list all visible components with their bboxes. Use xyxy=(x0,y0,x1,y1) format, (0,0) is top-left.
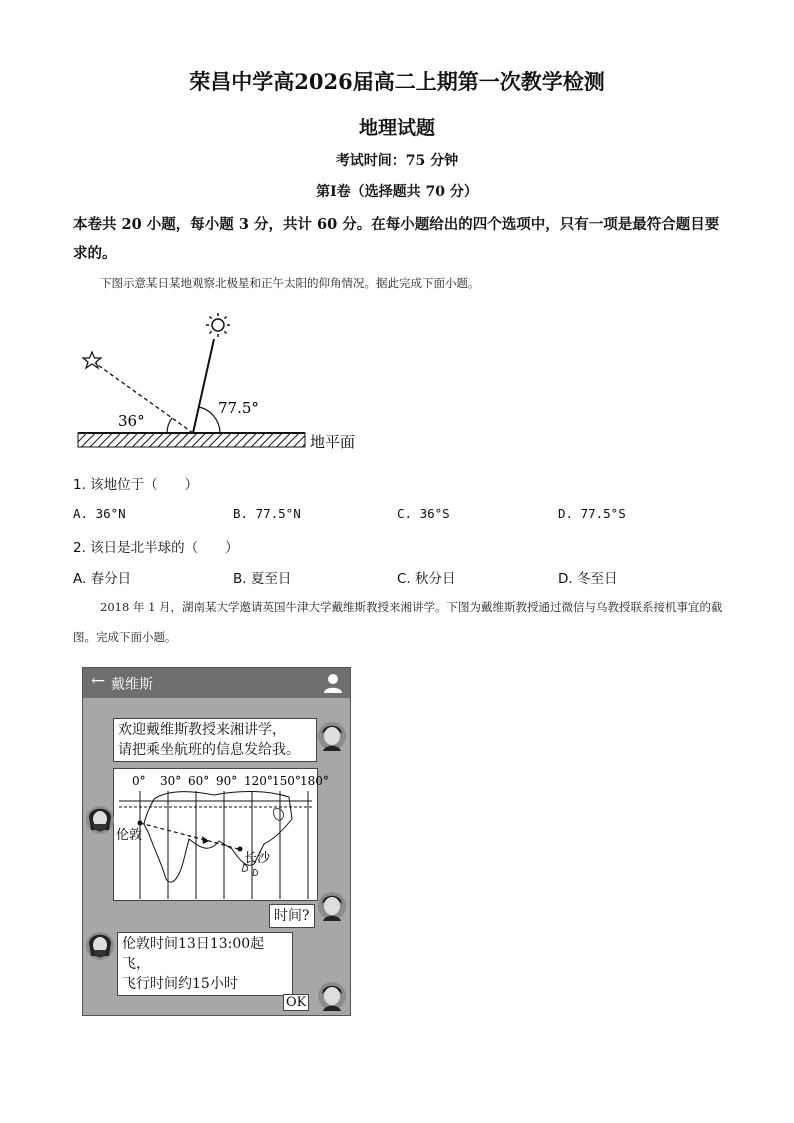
q2-option-d[interactable]: D. 冬至日 xyxy=(558,571,618,587)
longitude-label: 90° xyxy=(216,774,238,788)
flight-route-map xyxy=(113,768,329,901)
avatar-davies-icon xyxy=(85,930,115,962)
q2-option-c[interactable]: C. 秋分日 xyxy=(397,571,456,587)
wechat-screenshot xyxy=(82,667,351,1016)
star-angle-label: 36° xyxy=(118,412,145,430)
message-time xyxy=(269,904,315,928)
changsha-label: 长沙 xyxy=(244,851,271,866)
question-2-stem: 2. 该日是北半球的（ ） xyxy=(73,540,239,556)
sun-icon xyxy=(206,313,230,337)
longitude-label: 150° xyxy=(272,774,301,788)
longitude-label: 120° xyxy=(244,774,273,788)
message-ok: OK xyxy=(283,994,309,1011)
island-outline xyxy=(274,809,284,821)
longitude-labels xyxy=(132,774,329,788)
group1-intro: 下图示意某日某地观察北极星和正午太阳的仰角情况。据此完成下面小题。 xyxy=(100,276,480,290)
message-line: 飞行时间约15小时 xyxy=(122,976,238,992)
star-angle-arc xyxy=(167,418,172,433)
question-1-stem: 1. 该地位于（ ） xyxy=(73,477,199,493)
section-title: 第Ⅰ卷（选择题共 70 分） xyxy=(316,184,478,200)
q2-option-b[interactable]: B. 夏至日 xyxy=(233,571,292,587)
longitude-label: 30° xyxy=(160,774,182,788)
group2-intro: 2018 年 1 月，湖南某大学邀请英国牛津大学戴维斯教授来湘讲学。下图为戴维斯教授通过微信与乌教授联系接机事宜的截图。完成下面小题。 xyxy=(73,600,723,644)
avatar-host-icon xyxy=(317,890,347,922)
ground-hatch xyxy=(78,433,305,447)
message-line: 请把乘坐航班的信息发给我。 xyxy=(118,742,300,758)
avatar-davies-icon xyxy=(85,804,115,836)
sun-ray-line xyxy=(193,339,214,433)
london-label: 伦敦 xyxy=(116,828,143,843)
continent-outline xyxy=(144,792,292,883)
longitude-label: 180° xyxy=(300,774,329,788)
changsha-marker xyxy=(238,847,243,852)
message-line: 欢迎戴维斯教授来湘讲学， xyxy=(118,722,286,738)
q1-option-c[interactable]: C. 36°S xyxy=(397,506,450,521)
route-arrow-icon xyxy=(202,836,209,844)
q1-option-b[interactable]: B. 77.5°N xyxy=(233,506,301,521)
chat-header xyxy=(83,668,350,698)
ground-label: 地平面 xyxy=(310,433,356,451)
message-welcome xyxy=(113,718,317,762)
avatar-host-icon xyxy=(317,720,347,752)
message-line: 时间? xyxy=(274,908,310,924)
longitude-label: 60° xyxy=(188,774,210,788)
subject-title: 地理试题 xyxy=(358,117,435,139)
back-arrow-icon[interactable]: ← xyxy=(91,671,106,691)
q1-option-d[interactable]: D. 77.5°S xyxy=(558,506,626,521)
star-icon xyxy=(83,352,101,368)
world-map-svg xyxy=(114,769,329,900)
flight-route-line xyxy=(140,823,238,849)
message-flight-info xyxy=(117,932,293,996)
q2-option-a[interactable]: A. 春分日 xyxy=(73,571,132,587)
sun-angle-arc xyxy=(199,407,220,433)
avatar-host-icon xyxy=(317,980,347,1012)
elevation-angle-figure xyxy=(70,305,370,455)
exam-time: 考试时间：75 分钟 xyxy=(335,153,459,169)
exam-title: 荣昌中学高2026届高二上期第一次教学检测 xyxy=(189,69,605,94)
q1-option-a[interactable]: A. 36°N xyxy=(73,506,126,521)
user-profile-icon[interactable] xyxy=(322,672,344,694)
instructions: 本卷共 20 小题，每小题 3 分，共计 60 分。在每小题给出的四个选项中，只有一项是最符合题目要求的。 xyxy=(73,216,720,262)
sun-angle-label: 77.5° xyxy=(218,399,259,417)
message-line: 伦敦时间13日13:00起飞， xyxy=(122,936,265,972)
longitude-label: 0° xyxy=(132,774,146,788)
contact-name: 戴维斯 xyxy=(111,677,153,693)
